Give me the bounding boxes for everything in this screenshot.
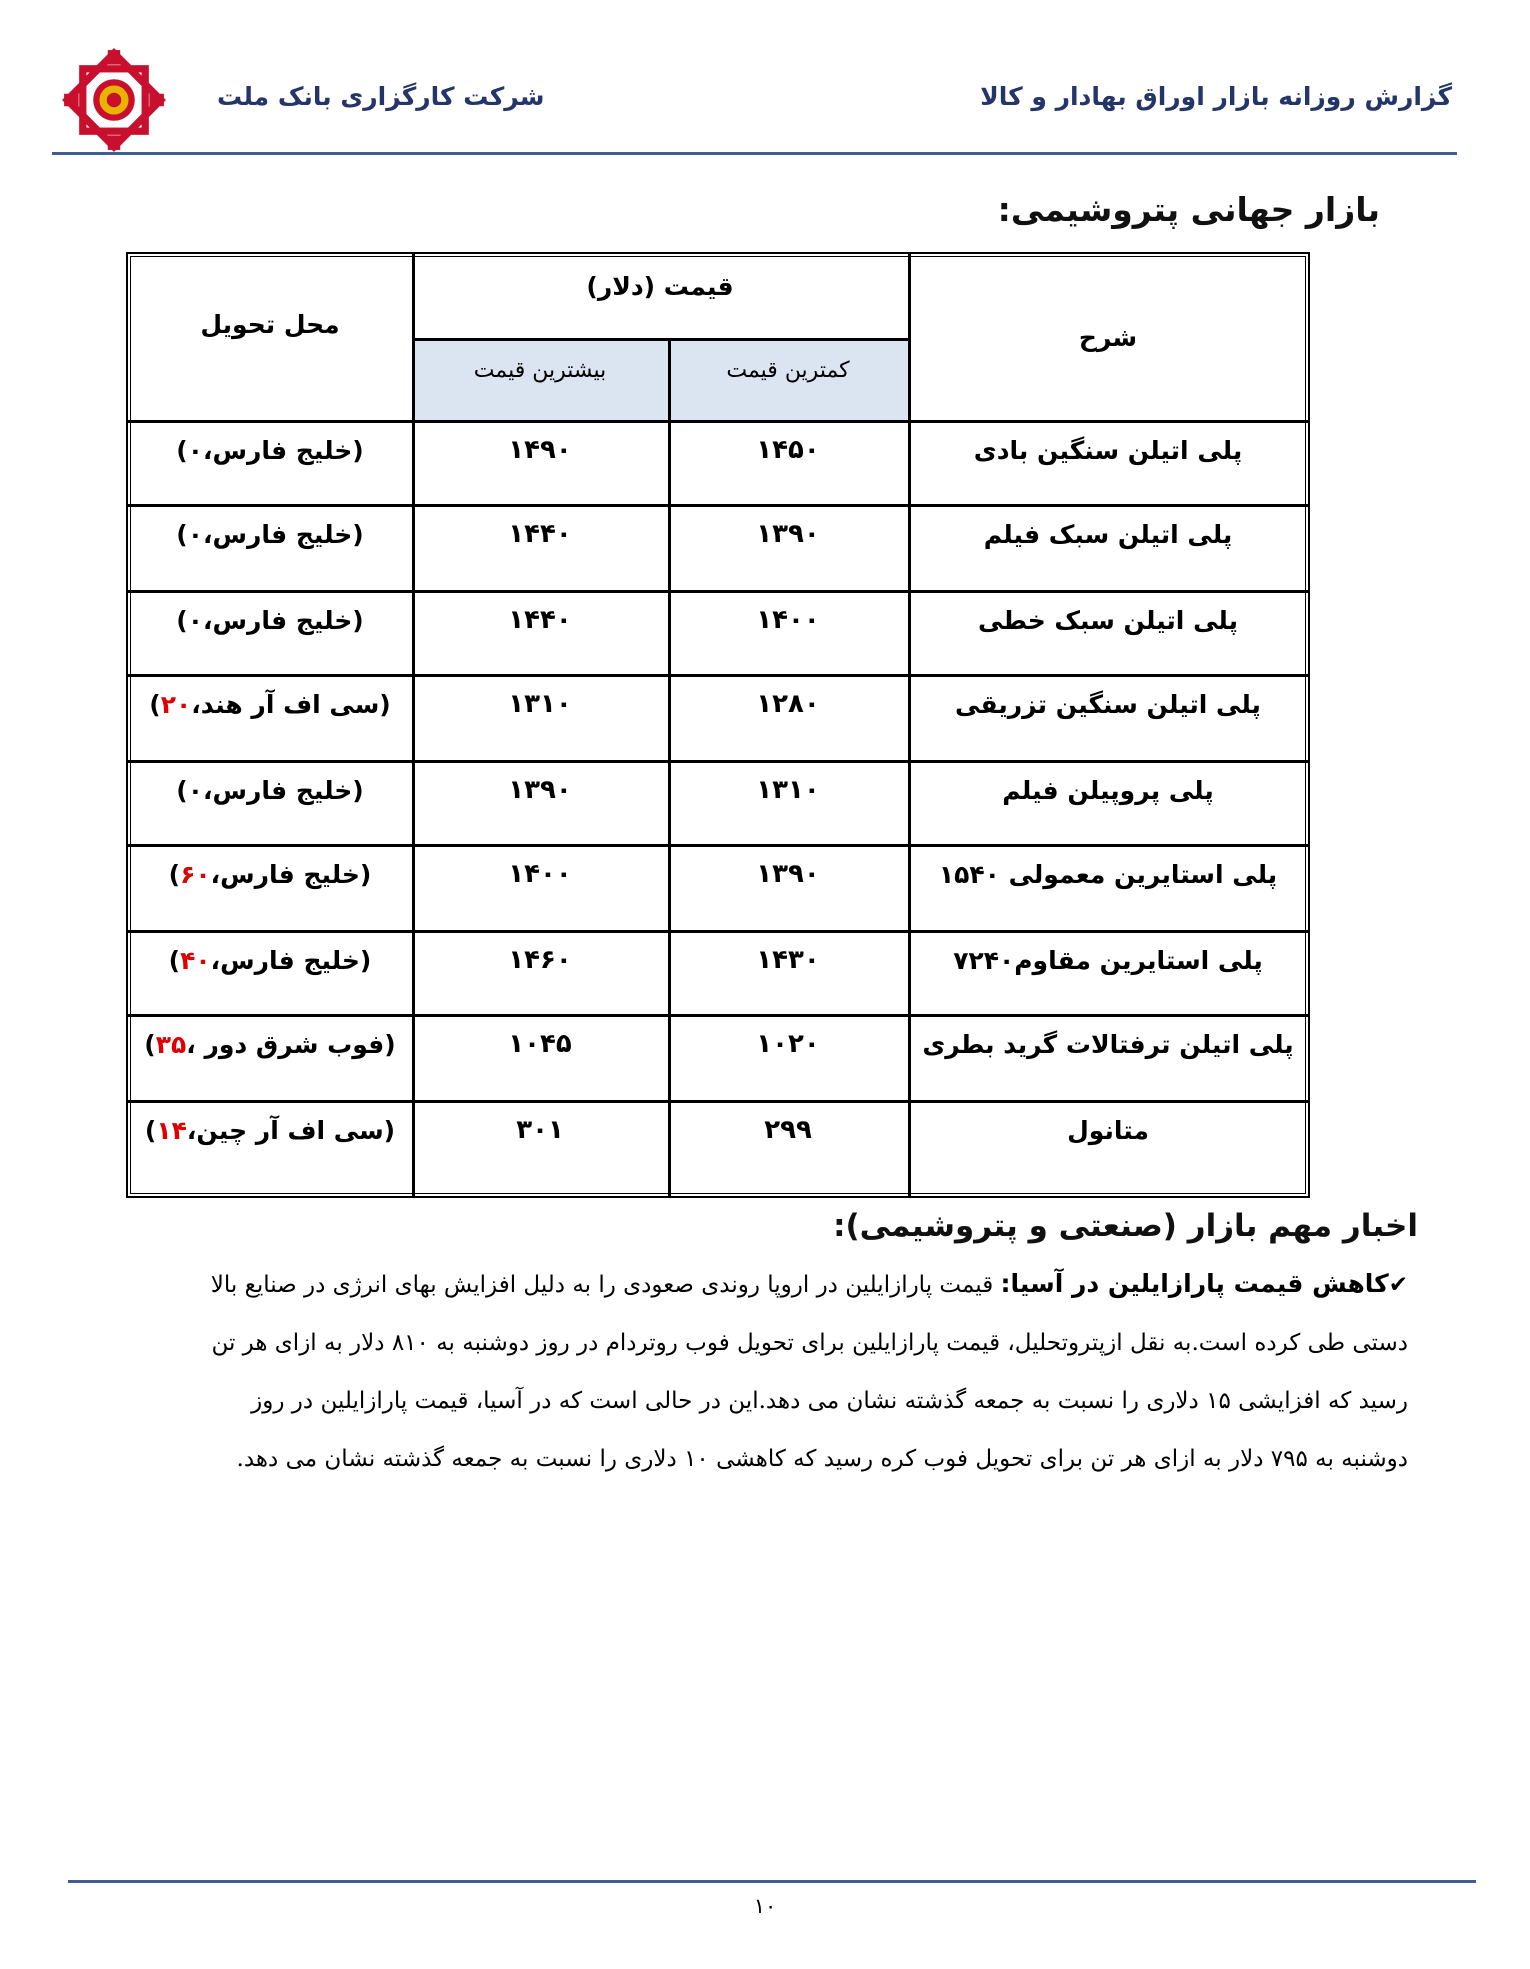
product-name: پلی استایرین مقاوم۷۲۴۰ — [953, 945, 1263, 975]
news-text-line: دوشنبه به ۷۹۵ دلار به ازای هر تن برای تحویل فوب کره رسید که کاهشی ۱۰ دلاری را نسبت به جمعه گذشته نشان می دهد. — [236, 1446, 1408, 1472]
product-name: متانول — [1067, 1115, 1149, 1145]
min-price: ۱۳۱۰ — [756, 775, 820, 805]
delivery-location: (سی اف آر چین، ۱۴ ) — [144, 1115, 396, 1145]
section-title: بازار جهانی پتروشیمی: — [997, 190, 1380, 229]
max-price: ۱۴۰۰ — [508, 859, 572, 889]
product-name: پلی اتیلن ترفتالات گرید بطری — [922, 1029, 1294, 1059]
freight-value: ۰ — [187, 775, 203, 805]
freight-value: ۱۴ — [156, 1115, 187, 1145]
product-name: پلی اتیلن سنگین تزریقی — [955, 689, 1261, 719]
product-name: پلی اتیلن سبک خطی — [978, 605, 1238, 635]
bank-mellat-logo — [62, 48, 166, 152]
freight-value: ۲۰ — [160, 689, 192, 719]
news-text-line: قیمت پارازایلین در اروپا روندی صعودی را به دلیل افزایش بهای انرژی در صنایع بالا — [210, 1272, 1001, 1298]
product-name: پلی اتیلن سنگین بادی — [973, 435, 1243, 465]
delivery-location: (سی اف آر هند، ۲۰ ) — [149, 689, 391, 719]
delivery-location: (خلیج فارس، ۰ ) — [176, 775, 364, 805]
max-price: ۱۴۴۰ — [508, 519, 572, 549]
freight-value: ۴۰ — [180, 945, 211, 975]
min-price: ۱۳۹۰ — [756, 859, 820, 889]
header-divider — [52, 152, 1457, 155]
header-price: قیمت (دلار) — [586, 271, 734, 301]
delivery-location: (خلیج فارس، ۰ ) — [176, 519, 364, 549]
news-headline: کاهش قیمت پارازایلین در آسیا: — [1000, 1269, 1389, 1298]
max-price: ۱۴۹۰ — [508, 435, 572, 465]
delivery-location: (خلیج فارس، ۶۰ ) — [168, 859, 372, 889]
max-price: ۳۰۱ — [516, 1115, 564, 1145]
delivery-location: (خلیج فارس، ۴۰ ) — [168, 945, 372, 975]
min-price: ۱۴۵۰ — [756, 435, 820, 465]
header-description: شرح — [1078, 322, 1138, 352]
product-name: پلی پروپیلن فیلم — [1002, 775, 1214, 805]
freight-value: ۰ — [187, 519, 203, 549]
freight-value: ۶۰ — [180, 859, 211, 889]
checkmark-icon: ✔ — [1388, 1272, 1408, 1298]
page-number: ۱۰ — [753, 1894, 777, 1918]
delivery-location: (خلیج فارس، ۰ ) — [176, 605, 364, 635]
min-price: ۱۳۹۰ — [756, 519, 820, 549]
footer-divider — [68, 1880, 1476, 1883]
min-price: ۱۴۰۰ — [756, 605, 820, 635]
company-name: شرکت کارگزاری بانک ملت — [217, 82, 545, 111]
min-price: ۱۲۸۰ — [756, 689, 820, 719]
news-text-line: رسید که افزایشی ۱۵ دلاری را نسبت به جمعه گذشته نشان می دهد.این در حالی است که در آسیا، قیمت پارازایلین در روز — [251, 1388, 1408, 1414]
header-delivery-location: محل تحویل — [200, 309, 340, 339]
min-price: ۱۰۲۰ — [756, 1029, 820, 1059]
page-header — [52, 38, 1452, 158]
min-price: ۲۹۹ — [764, 1115, 812, 1145]
news-section-title: اخبار مهم بازار (صنعتی و پتروشیمی): — [833, 1208, 1418, 1244]
max-price: ۱۳۹۰ — [508, 775, 572, 805]
min-price: ۱۴۳۰ — [756, 945, 820, 975]
news-item — [140, 1255, 1408, 1488]
product-name: پلی استایرین معمولی ۱۵۴۰ — [938, 859, 1278, 889]
delivery-location: (خلیج فارس، ۰ ) — [176, 435, 364, 465]
max-price: ۱۴۶۰ — [508, 945, 572, 975]
header-min-price: کمترین قیمت — [726, 357, 850, 383]
freight-value: ۰ — [187, 605, 203, 635]
freight-value: ۳۵ — [155, 1029, 187, 1059]
freight-value: ۰ — [187, 435, 203, 465]
max-price: ۱۳۱۰ — [508, 689, 572, 719]
header-max-price: بیشترین قیمت — [473, 357, 607, 383]
petrochemical-price-table — [126, 252, 1310, 1198]
max-price: ۱۴۴۰ — [508, 605, 572, 635]
news-text-line: دستی طی کرده است.به نقل ازپتروتحلیل، قیمت پارازایلین برای تحویل فوب روتردام در روز دوشنبه به ۸۱۰ دلار به ازای هر تن — [211, 1330, 1408, 1356]
max-price: ۱۰۴۵ — [508, 1029, 572, 1059]
delivery-location: (فوب شرق دور ، ۳۵ ) — [144, 1029, 396, 1059]
product-name: پلی اتیلن سبک فیلم — [983, 519, 1233, 549]
report-title: گزارش روزانه بازار اوراق بهادار و کالا — [980, 82, 1452, 111]
